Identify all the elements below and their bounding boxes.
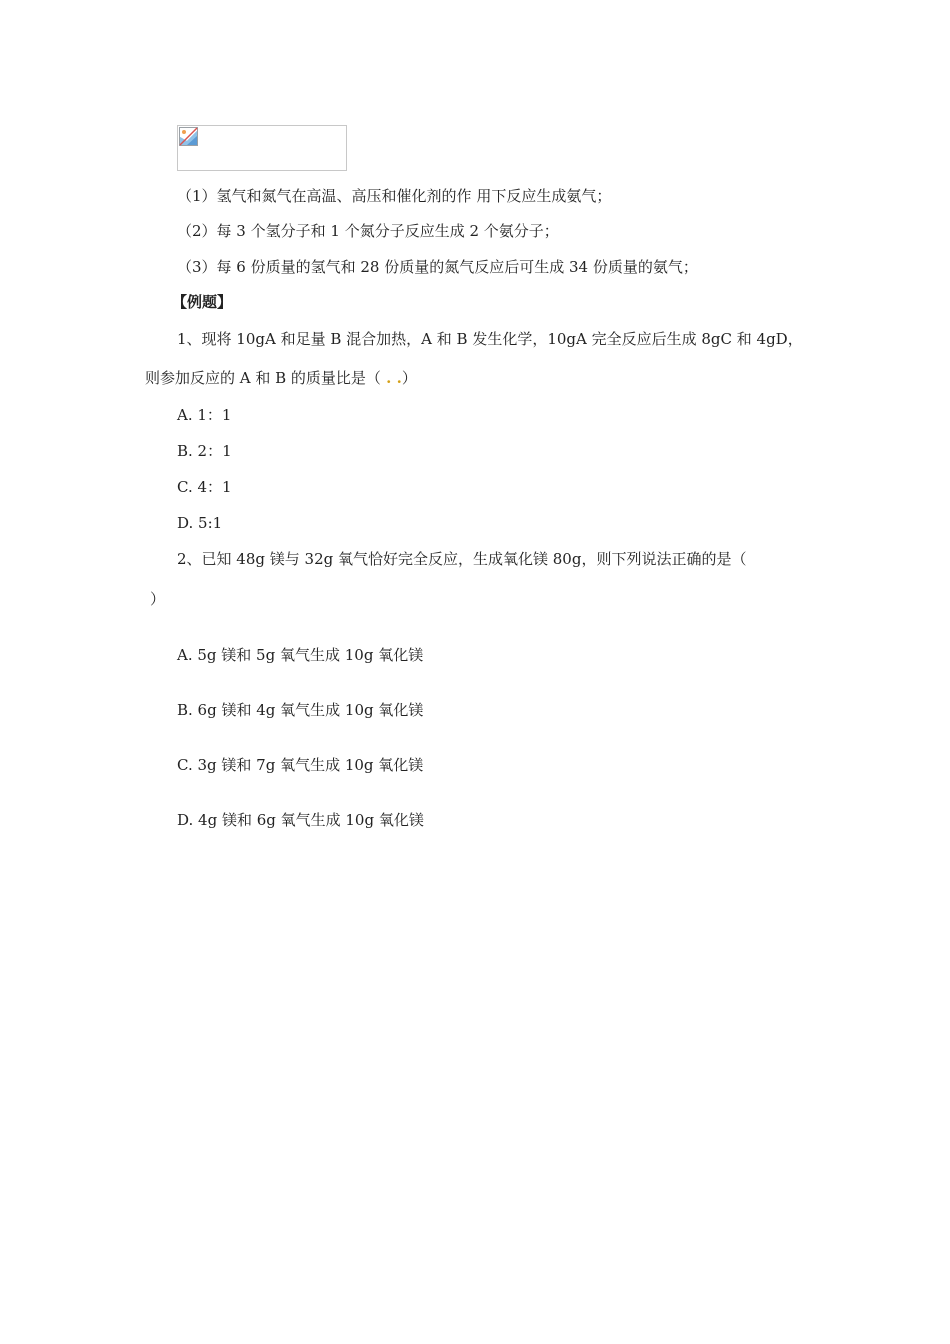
image-placeholder (177, 125, 347, 171)
question-2-option-a: A. 5g 镁和 5g 氧气生成 10g 氧化镁 (177, 646, 424, 664)
example-heading: 【例题】 (172, 293, 233, 311)
question-2-option-c: C. 3g 镁和 7g 氧气生成 10g 氧化镁 (177, 756, 424, 774)
broken-image-icon (179, 127, 198, 146)
note-3: （3）每 6 份质量的氢气和 28 份质量的氮气反应后可生成 34 份质量的氨气； (177, 258, 698, 276)
question-1-option-a: A. 1：1 (177, 406, 232, 424)
note-1: （1）氢气和氮气在高温、高压和催化剂的作 用下反应生成氨气； (177, 187, 612, 205)
question-1-stem: 则参加反应的 A 和 B 的质量比是（ (145, 369, 381, 387)
question-2-line-2: ） (150, 590, 166, 608)
question-1-close-paren: ） (401, 369, 417, 387)
question-1-answer-dots: . . (380, 369, 402, 387)
question-1-line-2 (145, 368, 417, 388)
question-2-line-1: 2、已知 48g 镁与 32g 氧气恰好完全反应，生成氧化镁 80g，则下列说法正确的是（ (177, 550, 747, 568)
question-1-option-d: D. 5:1 (177, 514, 223, 532)
question-1-option-c: C. 4：1 (177, 478, 232, 496)
question-2-option-d: D. 4g 镁和 6g 氧气生成 10g 氧化镁 (177, 811, 424, 829)
note-2: （2）每 3 个氢分子和 1 个氮分子反应生成 2 个氨分子； (177, 222, 559, 240)
question-1-line-1: 1、现将 10gA 和足量 B 混合加热，A 和 B 发生化学，10gA 完全反应后生成 8gC 和 4gD， (177, 330, 803, 348)
question-1-option-b: B. 2：1 (177, 442, 232, 460)
question-2-option-b: B. 6g 镁和 4g 氧气生成 10g 氧化镁 (177, 701, 424, 719)
